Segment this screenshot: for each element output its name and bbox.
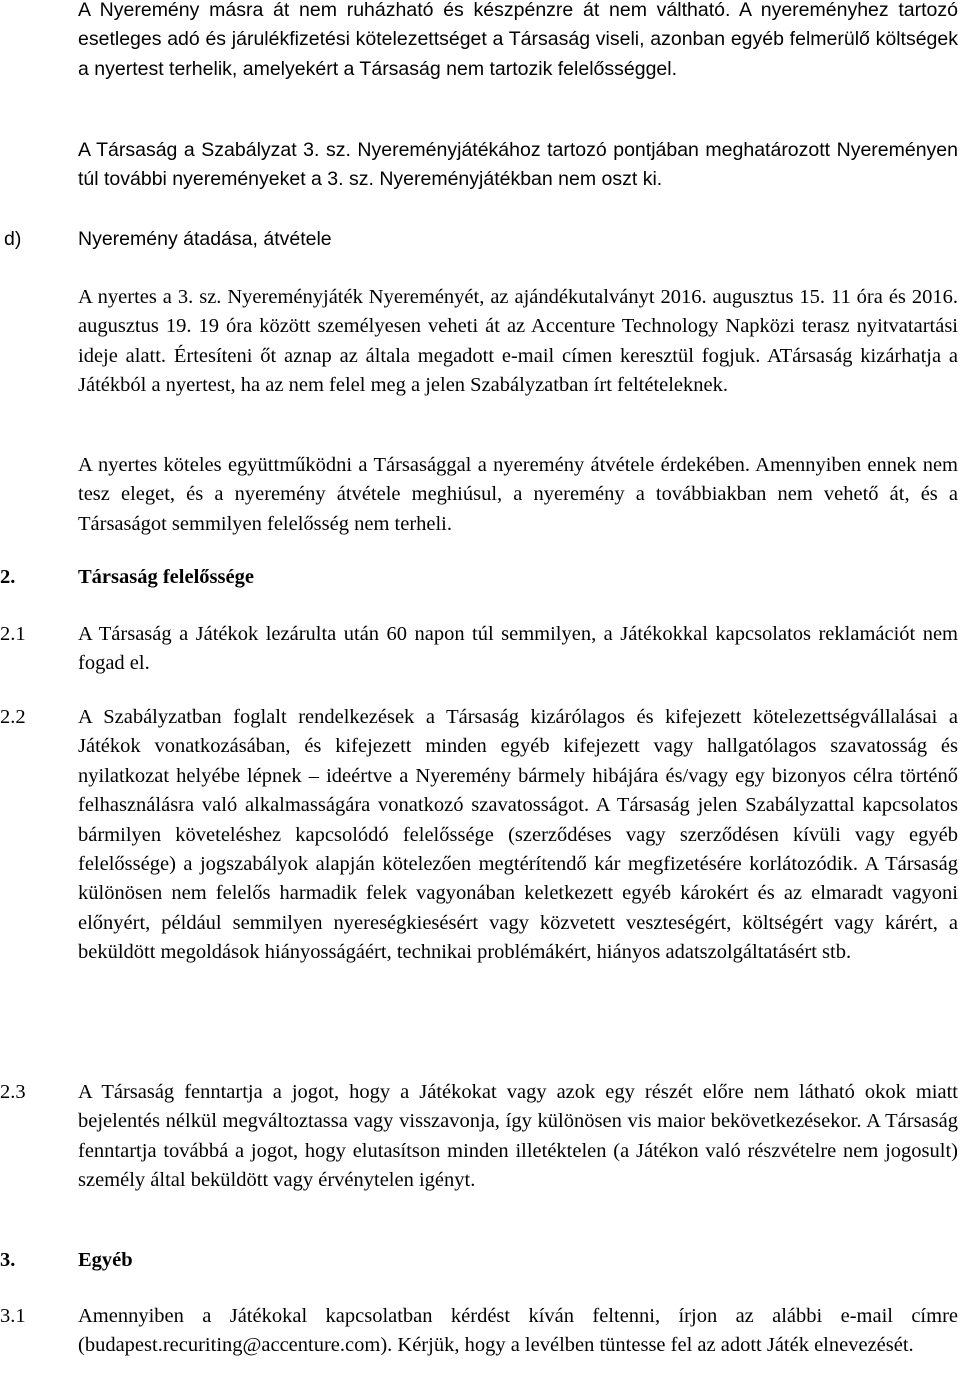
section-2-number: 2.: [0, 566, 16, 588]
section-3-number: 3.: [0, 1249, 16, 1271]
prize-handover-paragraph: A nyertes a 3. sz. Nyereményjáték Nyereményét, az ajándékutalványt 2016. augusztus 15. 11 óra és 2016. augusztus 19. 19 óra között személyesen veheti át az Accenture Technology Napközi terasz nyitvatartási ideje alatt. Értesíteni őt aznap az általa megadott e-mail címen keresztül fogjuk. ATársaság kizárhatja a Játékból a nyertest, ha az nem felel meg a jelen Szabályzatban írt feltételeknek.: [78, 286, 958, 397]
section-3-title: Egyéb: [78, 1249, 133, 1271]
section-d-title: Nyeremény átadása, átvétele: [78, 228, 332, 250]
section-2-1-text: A Társaság a Játékok lezárulta után 60 napon túl semmilyen, a Játékokkal kapcsolatos reklamációt nem fogad el.: [78, 623, 958, 675]
section-d-label: d): [4, 228, 22, 250]
winner-cooperation-paragraph: A nyertes köteles együttműködni a Társasággal a nyeremény átvétele érdekében. Amennyiben ennek nem tesz eleget, és a nyeremény átvétele meghiúsul, a nyeremény a továbbiakban nem vehető át, és a Társaságot semmilyen felelősség nem terheli.: [78, 454, 958, 535]
section-2-2-number: 2.2: [0, 706, 26, 728]
section-2-2-text: A Szabályzatban foglalt rendelkezések a Társaság kizárólagos és kifejezett kötelezettségvállalásai a Játékok vonatkozásában, és kifejezett minden egyéb kifejezett vagy hallgatólagos szavatosság és nyilatkozat helyébe lépnek – ideértve a Nyeremény bármely hibájára és/vagy egy bizonyos célra történő felhasználásra való alkalmasságára vonatkozó szavatosságot. A Társaság jelen Szabályzattal kapcsolatos bármilyen követeléshez kapcsolódó felelőssége (szerződéses vagy szerződésen kívüli vagy egyéb felelőssége) a jogszabályok alapján kötelezően megtérítendő kár megfizetésére korlátozódik. A Társaság különösen nem felelős harmadik felek vagyonában keletkezett egyéb károkért és az elmaradt vagyoni előnyért, például semmilyen nyereségkiesésért vagy közvetett veszteségért, költségért vagy kárért, a beküldött megoldások hiányosságáért, technikai problémákért, hiányos adatszolgáltatásért stb.: [78, 706, 958, 964]
prize-transfer-paragraph: A Nyeremény másra át nem ruházható és készpénzre át nem váltható. A nyereményhez tartozó esetleges adó és járulékfizetési kötelezettséget a Társaság viseli, azonban egyéb felmerülő költségek a nyertest terhelik, amelyekért a Társaság nem tartozik felelősséggel.: [78, 0, 958, 80]
section-2-1-number: 2.1: [0, 623, 26, 645]
section-2-title: Társaság felelőssége: [78, 566, 254, 588]
section-3-1-number: 3.1: [0, 1305, 26, 1327]
section-2-3-number: 2.3: [0, 1081, 26, 1103]
section-2-3-text: A Társaság fenntartja a jogot, hogy a Játékokat vagy azok egy részét előre nem látható okok miatt bejelentés nélkül megváltoztassa vagy visszavonja, így különösen vis maior bekövetkezésekor. A Társaság fenntartja továbbá a jogot, hogy elutasítson minden illetéktelen (a Játékon való részvételre nem jogosult) személy által beküldött vagy érvénytelen igényt.: [78, 1081, 958, 1192]
section-3-1-text: Amennyiben a Játékokal kapcsolatban kérdést kíván feltenni, írjon az alábbi e-mail címre (budapest.recuriting@accenture.com). Kérjük, hogy a levélben tüntesse fel az adott Játék elnevezését.: [78, 1305, 958, 1357]
additional-prizes-paragraph: A Társaság a Szabályzat 3. sz. Nyereményjátékához tartozó pontjában meghatározott Nyereményen túl további nyereményeket a 3. sz. Nyereményjátékban nem oszt ki.: [78, 139, 958, 191]
